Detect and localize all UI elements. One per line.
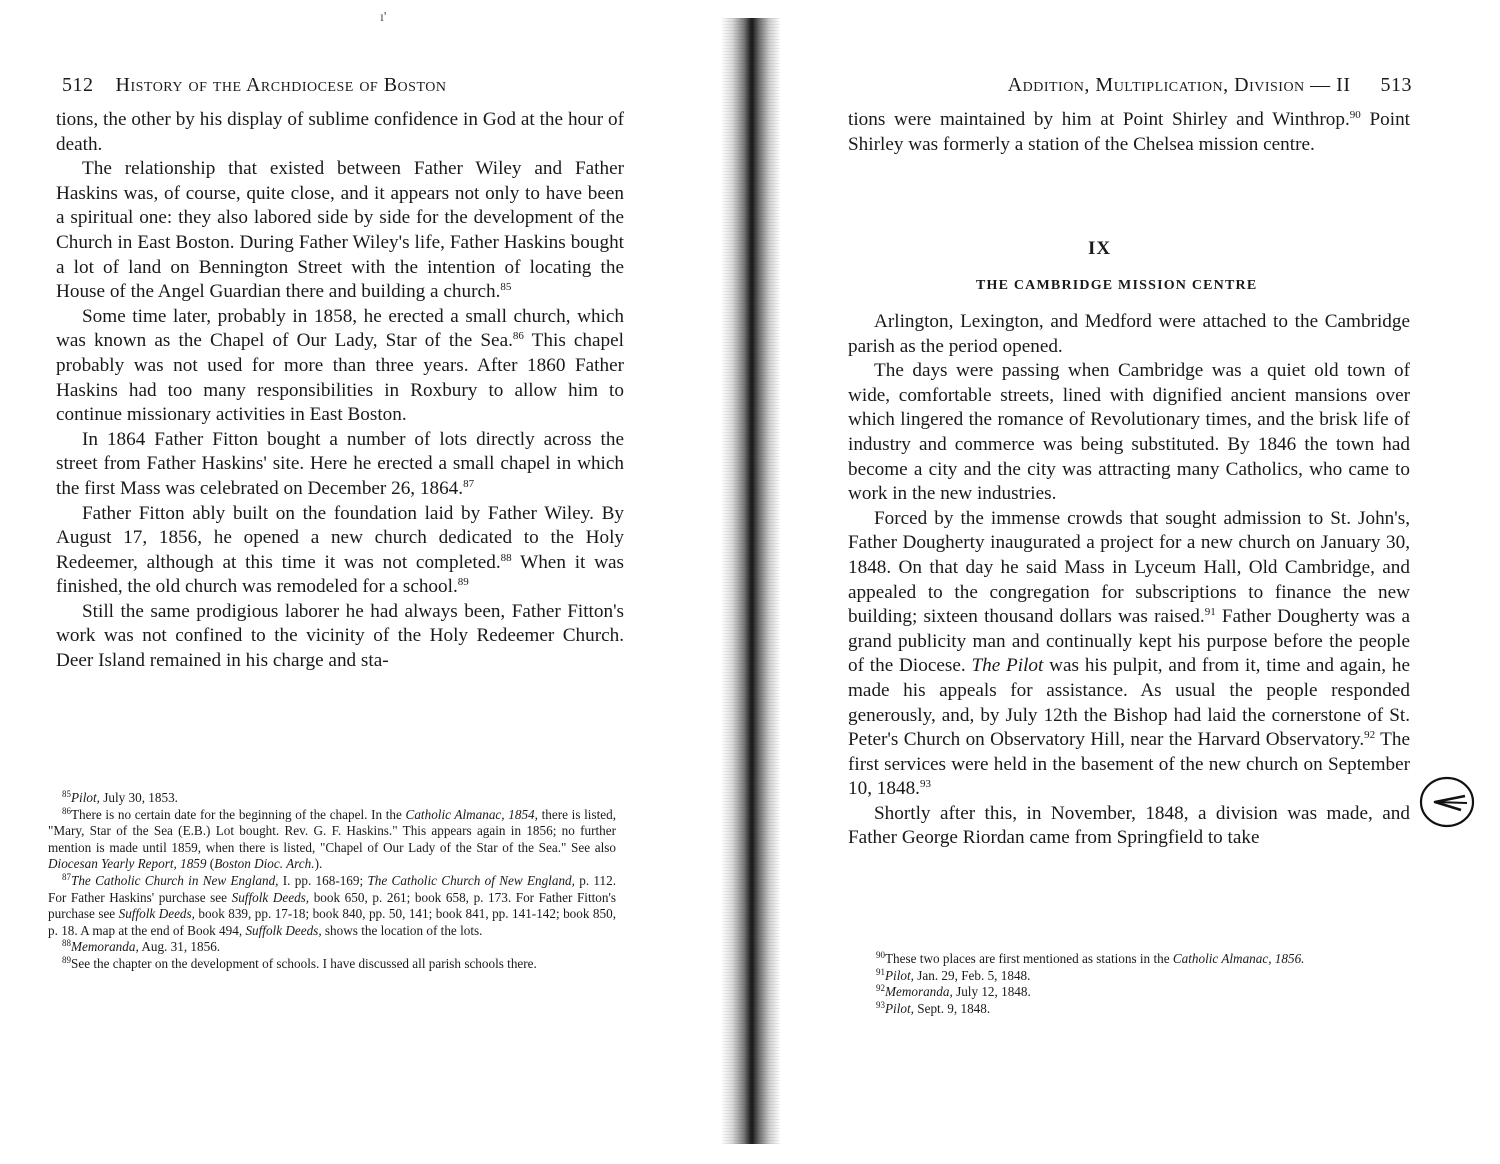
paragraph: Arlington, Lexington, and Medford were attached to the Cambridge parish as the period opened. xyxy=(848,311,1410,357)
footnote-ref: 89 xyxy=(457,576,469,589)
paragraph: tions, the other by his display of sublime confidence in God at the hour of death. xyxy=(56,109,624,155)
paragraph: Forced by the immense crowds that sought admission to St. John's, Father Dougherty inaugurated a project for a new church on January 30, 1848. On that day he said Mass in Lyceum Hall, Old Cambridge, and appealed to the congregation for subscriptions to finance the new building; sixteen thousand dollars was raised.$^{91}$ Father Dougherty was a grand publicity man and continually kept his purpose before the people of the Diocese. The Pilot was his pulpit, and from it, time and again, he made his appeals for assistance. As usual the people responded generously, and, by July 12th the Bishop had laid the cornerstone of St. Peter's Church on Observatory Hill, near the Harvard Observatory.$^{92}$ The first services were held in the basement of the new church on September 10, 1848.93 xyxy=(848,507,1411,800)
footnote: $^{88}$Memoranda, Aug. 31, 1856. xyxy=(62,938,221,955)
section-title: THE CAMBRIDGE MISSION CENTRE xyxy=(976,278,1258,293)
running-head-right: Addition, Multiplication, Division — II 513 xyxy=(1007,74,1412,96)
right-intro-text xyxy=(848,108,1410,157)
footnote: $^{92}$Memoranda, July 12, 1848. xyxy=(876,983,1031,1000)
paragraph: Still the same prodigious laborer he had always been, Father Fitton's work was not confined to the vicinity of the Holy Redeemer Church. Deer Island remained in his charge and sta- xyxy=(56,600,624,672)
footnote: $^{89}$See the chapter on the development of schools. I have discussed all parish schools there. xyxy=(62,954,537,971)
footnote: $^{90}$These two places are first mentioned as stations in the Catholic Almanac, 1856. xyxy=(876,950,1305,966)
footnote: $^{87}$The Catholic Church in New England, I. pp. 168-169; The Catholic Church of New England, p. 112. For Father Haskins' purchase see Suffolk Deeds, book 650, p. 261; book 658, p. 173. For Father Fitton's purchase see Suffolk Deeds, book 839, pp. 17-18; book 840, pp. 50, 141; book 841, pp. 141-142; book 850, p. 18. A map at the end of Book 494, Suffolk Deeds, shows the location of the lots. xyxy=(48,871,617,938)
left-page xyxy=(0,0,720,1164)
paragraph: tions were maintained by him at Point Shirley and Winthrop.$^{90}$ Point Shirley was formerly a station of the Chelsea mission centre. xyxy=(848,109,1410,155)
paragraph: The relationship that existed between Father Wiley and Father Haskins was, of course, quite close, and it appears not only to have been a spiritual one: they also labored side by side for the development of the Church in East Boston. During Father Wiley's life, Father Haskins bought a lot of land on Bennington Street with the intention of locating the House of the Angel Guardian there and building a church.$^{85}$ xyxy=(56,158,624,303)
footnote-ref: 93 xyxy=(919,778,931,791)
footnote: $^{85}$Pilot, July 30, 1853. xyxy=(62,789,178,805)
footnote-ref: 86 xyxy=(512,330,524,343)
footnote-ref: 88 xyxy=(500,551,512,564)
paragraph: Shortly after this, in November, 1848, a division was made, and Father George Riordan came from Springfield to take xyxy=(848,802,1410,849)
footnote: $^{86}$There is no certain date for the beginning of the chapel. In the Catholic Almanac, 1854, there is listed, "Mary, Star of the Sea (E.B.) Lot bought. Rev. G. F. Haskins." This appears again in 1856; no further mention is made until 1859, when there is listed, "Chapel of Our Lady of the Star of the Sea." See also Diocesan Yearly Report, 1859 (Boston Dioc. Arch.). xyxy=(48,805,616,872)
section-number: IX xyxy=(1088,238,1112,259)
footnote: $^{93}$Pilot, Sept. 9, 1848. xyxy=(876,999,991,1016)
footnote-ref: 87 xyxy=(463,477,475,490)
footnote-ref: 90 xyxy=(1349,109,1361,121)
circled-arrow-icon xyxy=(1417,772,1477,832)
book-gutter xyxy=(722,18,780,1144)
paragraph: In 1864 Father Fitton bought a number of lots directly across the street from Father Haskins' site. Here he erected a small chapel in which the first Mass was celebrated on December 26, 1864.87 xyxy=(56,428,624,499)
right-footnotes xyxy=(862,951,1412,1017)
paragraph: Some time later, probably in 1858, he erected a small church, which was known as the Chapel of Our Lady, Star of the Sea.$^{86}$ This chapel probably was not used for more than three years. After 1860 Father Haskins had too many responsibilities in Roxbury to allow him to continue missionary activities in East Boston. xyxy=(56,305,624,426)
right-page xyxy=(780,0,1500,1164)
running-head-title-left: History of the Archdiocese of Boston xyxy=(115,74,447,96)
running-head-title-right: Addition, Multiplication, Division xyxy=(1007,74,1305,96)
left-footnotes xyxy=(48,790,616,973)
paragraph: Father Fitton ably built on the foundation laid by Father Wiley. By August 17, 1856, he opened a new church dedicated to the Holy Redeemer, although at this time it was not completed.$^{88}$ When it was finished, the old church was remodeled for a school.$^{89}$ xyxy=(56,502,624,598)
page-number-right: 513 xyxy=(1380,74,1412,96)
footnote: $^{91}$Pilot, Jan. 29, Feb. 5, 1848. xyxy=(876,966,1031,983)
right-body-text xyxy=(848,310,1410,851)
running-head-left xyxy=(62,74,446,97)
left-body-text xyxy=(56,108,624,674)
paragraph: The days were passing when Cambridge was a quiet old town of wide, comfortable streets, lined with dignified ancient mansions over which lingered the romance of Revolutionary times, and the brisk life of industry and commerce was being substituted. By 1846 the town had become a city and the city was attracting many Catholics, who came to work in the new industries. xyxy=(848,360,1410,505)
page-number-left: 512 xyxy=(62,74,94,96)
footnote-ref: 92 xyxy=(1364,729,1376,742)
footnote-ref: 85 xyxy=(500,281,512,294)
stray-mark: ı' xyxy=(380,10,387,25)
footnote-ref: 91 xyxy=(1204,606,1216,619)
